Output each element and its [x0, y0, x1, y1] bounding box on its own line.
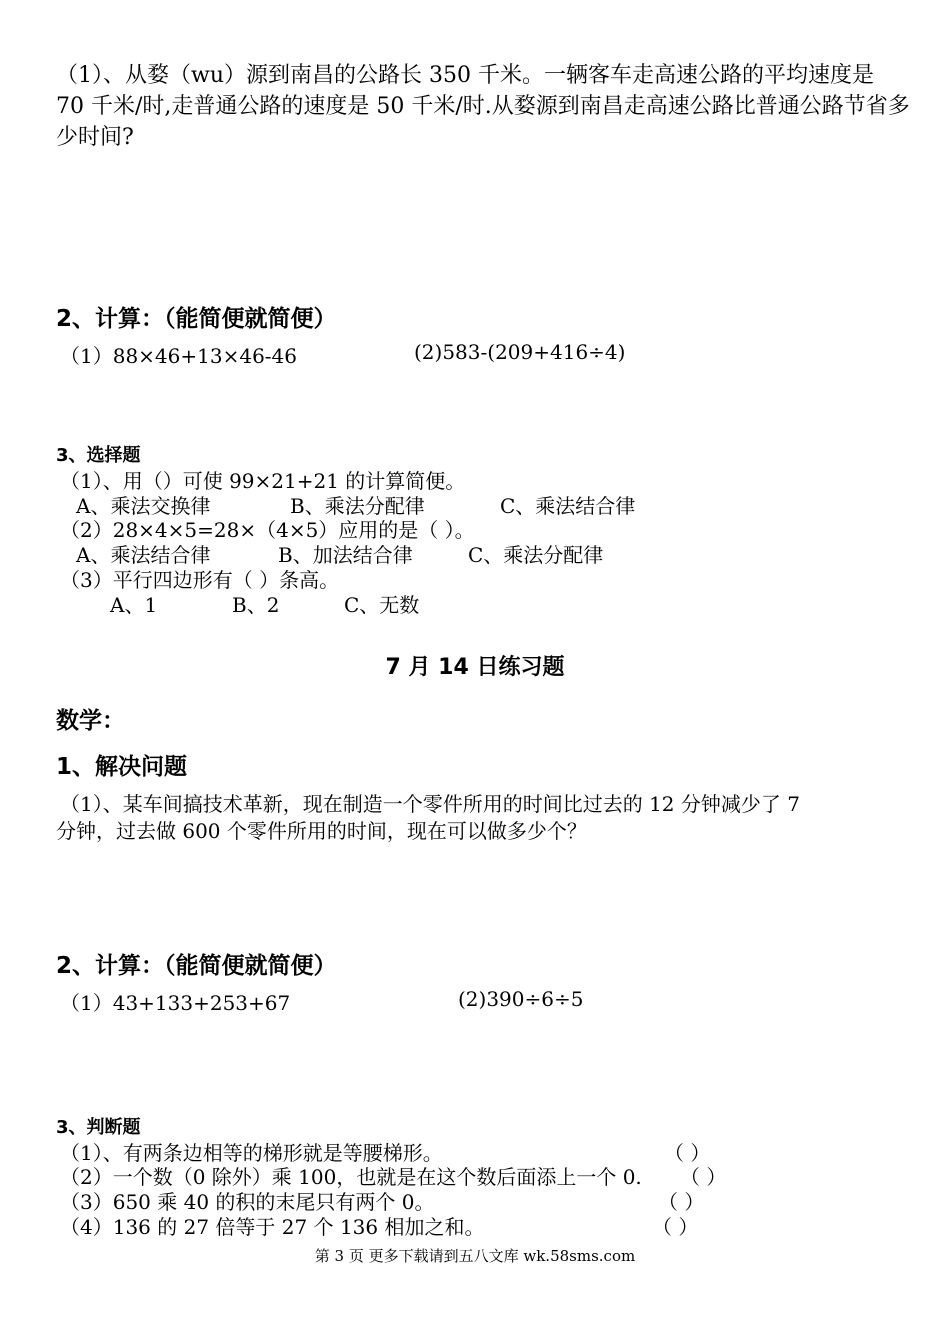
choice-q3-b: B、2 — [232, 593, 280, 617]
subject-label: 数学： — [56, 708, 125, 734]
problem-line-1: （1）、从婺（wu）源到南昌的公路长 350 千米。一辆客车走高速公路的平均速度是 — [56, 63, 874, 88]
solve-heading: 1、解决问题 — [56, 754, 188, 780]
choice-q2-a: A、乘法结合律 — [76, 543, 211, 567]
calc-heading-1: 2、计算：（能简便就简便） — [56, 306, 337, 332]
judge-heading: 3、判断题 — [56, 1117, 141, 1138]
calc2-q1: （1）43+133+253+67 — [60, 991, 291, 1015]
judge-q4-paren: （ ） — [652, 1215, 699, 1239]
judge-q3: （3）650 乘 40 的积的末尾只有两个 0。 — [60, 1190, 435, 1214]
judge-q1: （1）、有两条边相等的梯形就是等腰梯形。 — [60, 1141, 443, 1165]
choice-q3-a: A、1 — [110, 593, 158, 617]
solve-line-1: （1）、某车间搞技术革新，现在制造一个零件所用的时间比过去的 12 分钟减少了 7 — [60, 792, 800, 816]
choice-q1-a: A、乘法交换律 — [76, 494, 211, 518]
calc2-q2: (2)390÷6÷5 — [458, 987, 584, 1011]
calc1-q2: (2)583-(209+416÷4) — [414, 340, 626, 364]
page-footer: 第 3 页 更多下载请到五八文库 wk.58sms.com — [314, 1247, 636, 1265]
choice-q1: （1）、用（）可使 99×21+21 的计算简便。 — [60, 469, 466, 493]
choice-heading: 3、选择题 — [56, 445, 141, 466]
judge-q2: （2）一个数（0 除外）乘 100，也就是在这个数后面添上一个 0. — [60, 1165, 642, 1189]
judge-q3-paren: （ ） — [658, 1190, 705, 1214]
day-title: 7 月 14 日练习题 — [385, 655, 565, 680]
problem-line-3: 少时间? — [56, 125, 134, 150]
choice-q3-c: C、无数 — [344, 593, 420, 617]
judge-q2-paren: （ ） — [680, 1165, 727, 1189]
choice-q2-b: B、加法结合律 — [278, 543, 413, 567]
calc-heading-2: 2、计算：（能简便就简便） — [56, 953, 337, 979]
choice-q1-b: B、乘法分配律 — [290, 494, 425, 518]
problem-line-2: 70 千米/时,走普通公路的速度是 50 千米/时.从婺源到南昌走高速公路比普通公路节省多 — [56, 94, 910, 119]
choice-q2: （2）28×4×5=28×（4×5）应用的是（ ）。 — [60, 518, 475, 542]
judge-q4: （4）136 的 27 倍等于 27 个 136 相加之和。 — [60, 1215, 485, 1239]
calc1-q1: （1）88×46+13×46-46 — [60, 344, 298, 368]
choice-q3: （3）平行四边形有（ ）条高。 — [60, 568, 340, 592]
judge-q1-paren: （ ） — [664, 1141, 711, 1165]
choice-q1-c: C、乘法结合律 — [500, 494, 636, 518]
solve-line-2: 分钟，过去做 600 个零件所用的时间，现在可以做多少个？ — [56, 819, 587, 843]
choice-q2-c: C、乘法分配律 — [468, 543, 604, 567]
